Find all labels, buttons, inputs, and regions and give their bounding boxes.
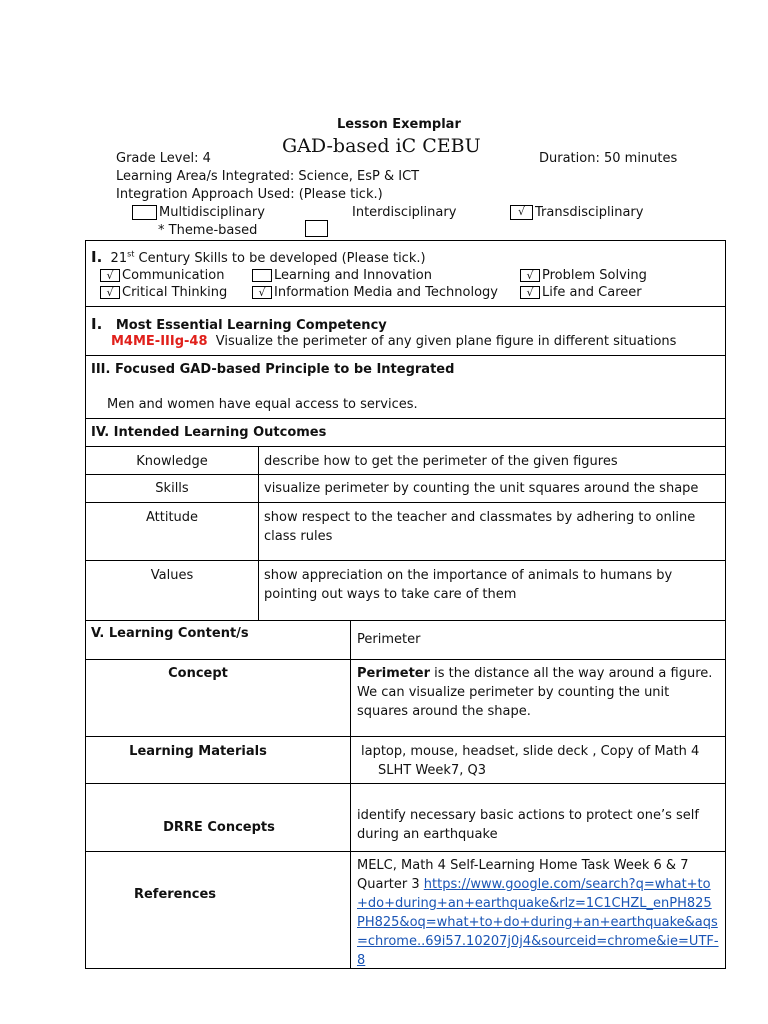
skill-learning-innovation[interactable]: Learning and Innovation — [252, 268, 432, 283]
references-text: MELC, Math 4 Self-Learning Home Task Week 6 & 7 Quarter 3 https://www.google.com/search?q=what+to+do+during+an+earthquake&rlz=1C1CHZL_enPH825PH825&oq=what+to+do+during+an+earthquake&aqs=chrome..69i57.10207j0j4&sourceid=chrome&ie=UTF-8 — [357, 858, 719, 968]
references-link[interactable]: https://www.google.com/search?q=what+to+do+during+an+earthquake&rlz=1C1CHZL_enPH825PH825&oq=what+to+do+during+an+earthquake&aqs=chrome..69i57.10207j0j4&sourceid=chrome&ie=UTF-8 — [357, 877, 719, 968]
document-title: Lesson Exemplar — [337, 117, 461, 132]
outcome-text-knowledge: describe how to get the perimeter of the given figures — [264, 454, 618, 469]
learning-content: Perimeter — [357, 632, 421, 647]
skill-checkbox[interactable]: √ — [100, 269, 120, 282]
column-divider — [350, 620, 351, 969]
grade-level: Grade Level: 4 — [116, 151, 211, 166]
approach-transdisciplinary[interactable]: √ Transdisciplinary — [510, 205, 643, 220]
approach-multidisciplinary[interactable]: Multidisciplinary — [132, 205, 265, 220]
skill-life-career[interactable]: √ Life and Career — [520, 285, 642, 300]
approach-interdisciplinary[interactable]: Interdisciplinary — [352, 205, 457, 220]
competency-code: M4ME-IIIg-48 — [111, 334, 208, 349]
references-label: References — [133, 887, 217, 902]
materials-line1: laptop, mouse, headset, slide deck , Copy of Math 4 — [361, 744, 700, 759]
divider — [85, 851, 726, 852]
outcome-text-skills: visualize perimeter by counting the unit squares around the shape — [264, 481, 699, 496]
skill-problem-solving[interactable]: √ Problem Solving — [520, 268, 647, 283]
divider — [85, 659, 726, 660]
concept-label: Concept — [168, 666, 228, 681]
column-divider — [258, 446, 259, 620]
divider — [85, 502, 726, 503]
gad-principle: Men and women have equal access to services. — [107, 397, 418, 412]
skill-checkbox[interactable]: √ — [520, 286, 540, 299]
section2-heading: I. Most Essential Learning Competency — [91, 315, 387, 333]
section3-heading: III. Focused GAD-based Principle to be Integrated — [91, 362, 455, 377]
competency-line — [111, 334, 676, 349]
divider — [85, 306, 726, 307]
skill-checkbox[interactable]: √ — [252, 286, 272, 299]
duration: Duration: 50 minutes — [539, 151, 678, 166]
divider — [85, 620, 726, 621]
outcome-label-attitude: Attitude — [145, 510, 199, 525]
outcome-text-attitude: show respect to the teacher and classmates by adhering to online class rules — [264, 510, 696, 544]
brand-heading: GAD-based iC CEBU — [282, 135, 481, 157]
drre-text: identify necessary basic actions to protect one’s self during an earthquake — [357, 808, 699, 842]
drre-label: DRRE Concepts — [163, 820, 275, 835]
skill-checkbox[interactable]: √ — [100, 286, 120, 299]
divider — [85, 355, 726, 356]
skill-info-media-tech[interactable]: √ Information Media and Technology — [252, 285, 498, 300]
skill-critical-thinking[interactable]: √ Critical Thinking — [100, 285, 227, 300]
outcome-text-values: show appreciation on the importance of animals to humans by pointing out ways to take care of them — [264, 568, 673, 602]
concept-term: Perimeter — [357, 666, 431, 681]
outcome-label-skills: Skills — [155, 481, 189, 496]
competency-text: Visualize the perimeter of any given plane figure in different situations — [215, 334, 677, 349]
integration-approach: Integration Approach Used: (Please tick.) — [116, 187, 383, 202]
materials-line2: SLHT Week7, Q3 — [378, 763, 486, 778]
outcome-label-knowledge: Knowledge — [136, 454, 208, 469]
learning-areas: Learning Area/s Integrated: Science, EsP & ICT — [116, 169, 420, 184]
approach-checkbox[interactable] — [132, 205, 157, 220]
skill-checkbox[interactable]: √ — [520, 269, 540, 282]
concept-definition: Perimeter is the distance all the way around a figure. We can visualize perimeter by counting the unit squares around the shape. — [357, 666, 713, 719]
approach-checkbox[interactable]: √ — [510, 205, 533, 220]
section4-heading: IV. Intended Learning Outcomes — [91, 425, 327, 440]
approach-theme-based[interactable]: * Theme-based — [158, 223, 258, 238]
outcome-label-values: Values — [150, 568, 194, 583]
divider — [85, 446, 726, 447]
divider — [85, 560, 726, 561]
section1-heading: I. 21st Century Skills to be developed (Please tick.) — [91, 248, 426, 266]
divider — [85, 418, 726, 419]
materials-label: Learning Materials — [129, 744, 267, 759]
skill-checkbox[interactable] — [252, 269, 272, 282]
divider — [85, 783, 726, 784]
divider — [85, 474, 726, 475]
section5-heading: V. Learning Content/s — [91, 626, 249, 641]
skill-communication[interactable]: √ Communication — [100, 268, 224, 283]
divider — [85, 736, 726, 737]
theme-based-checkbox[interactable] — [305, 220, 328, 237]
